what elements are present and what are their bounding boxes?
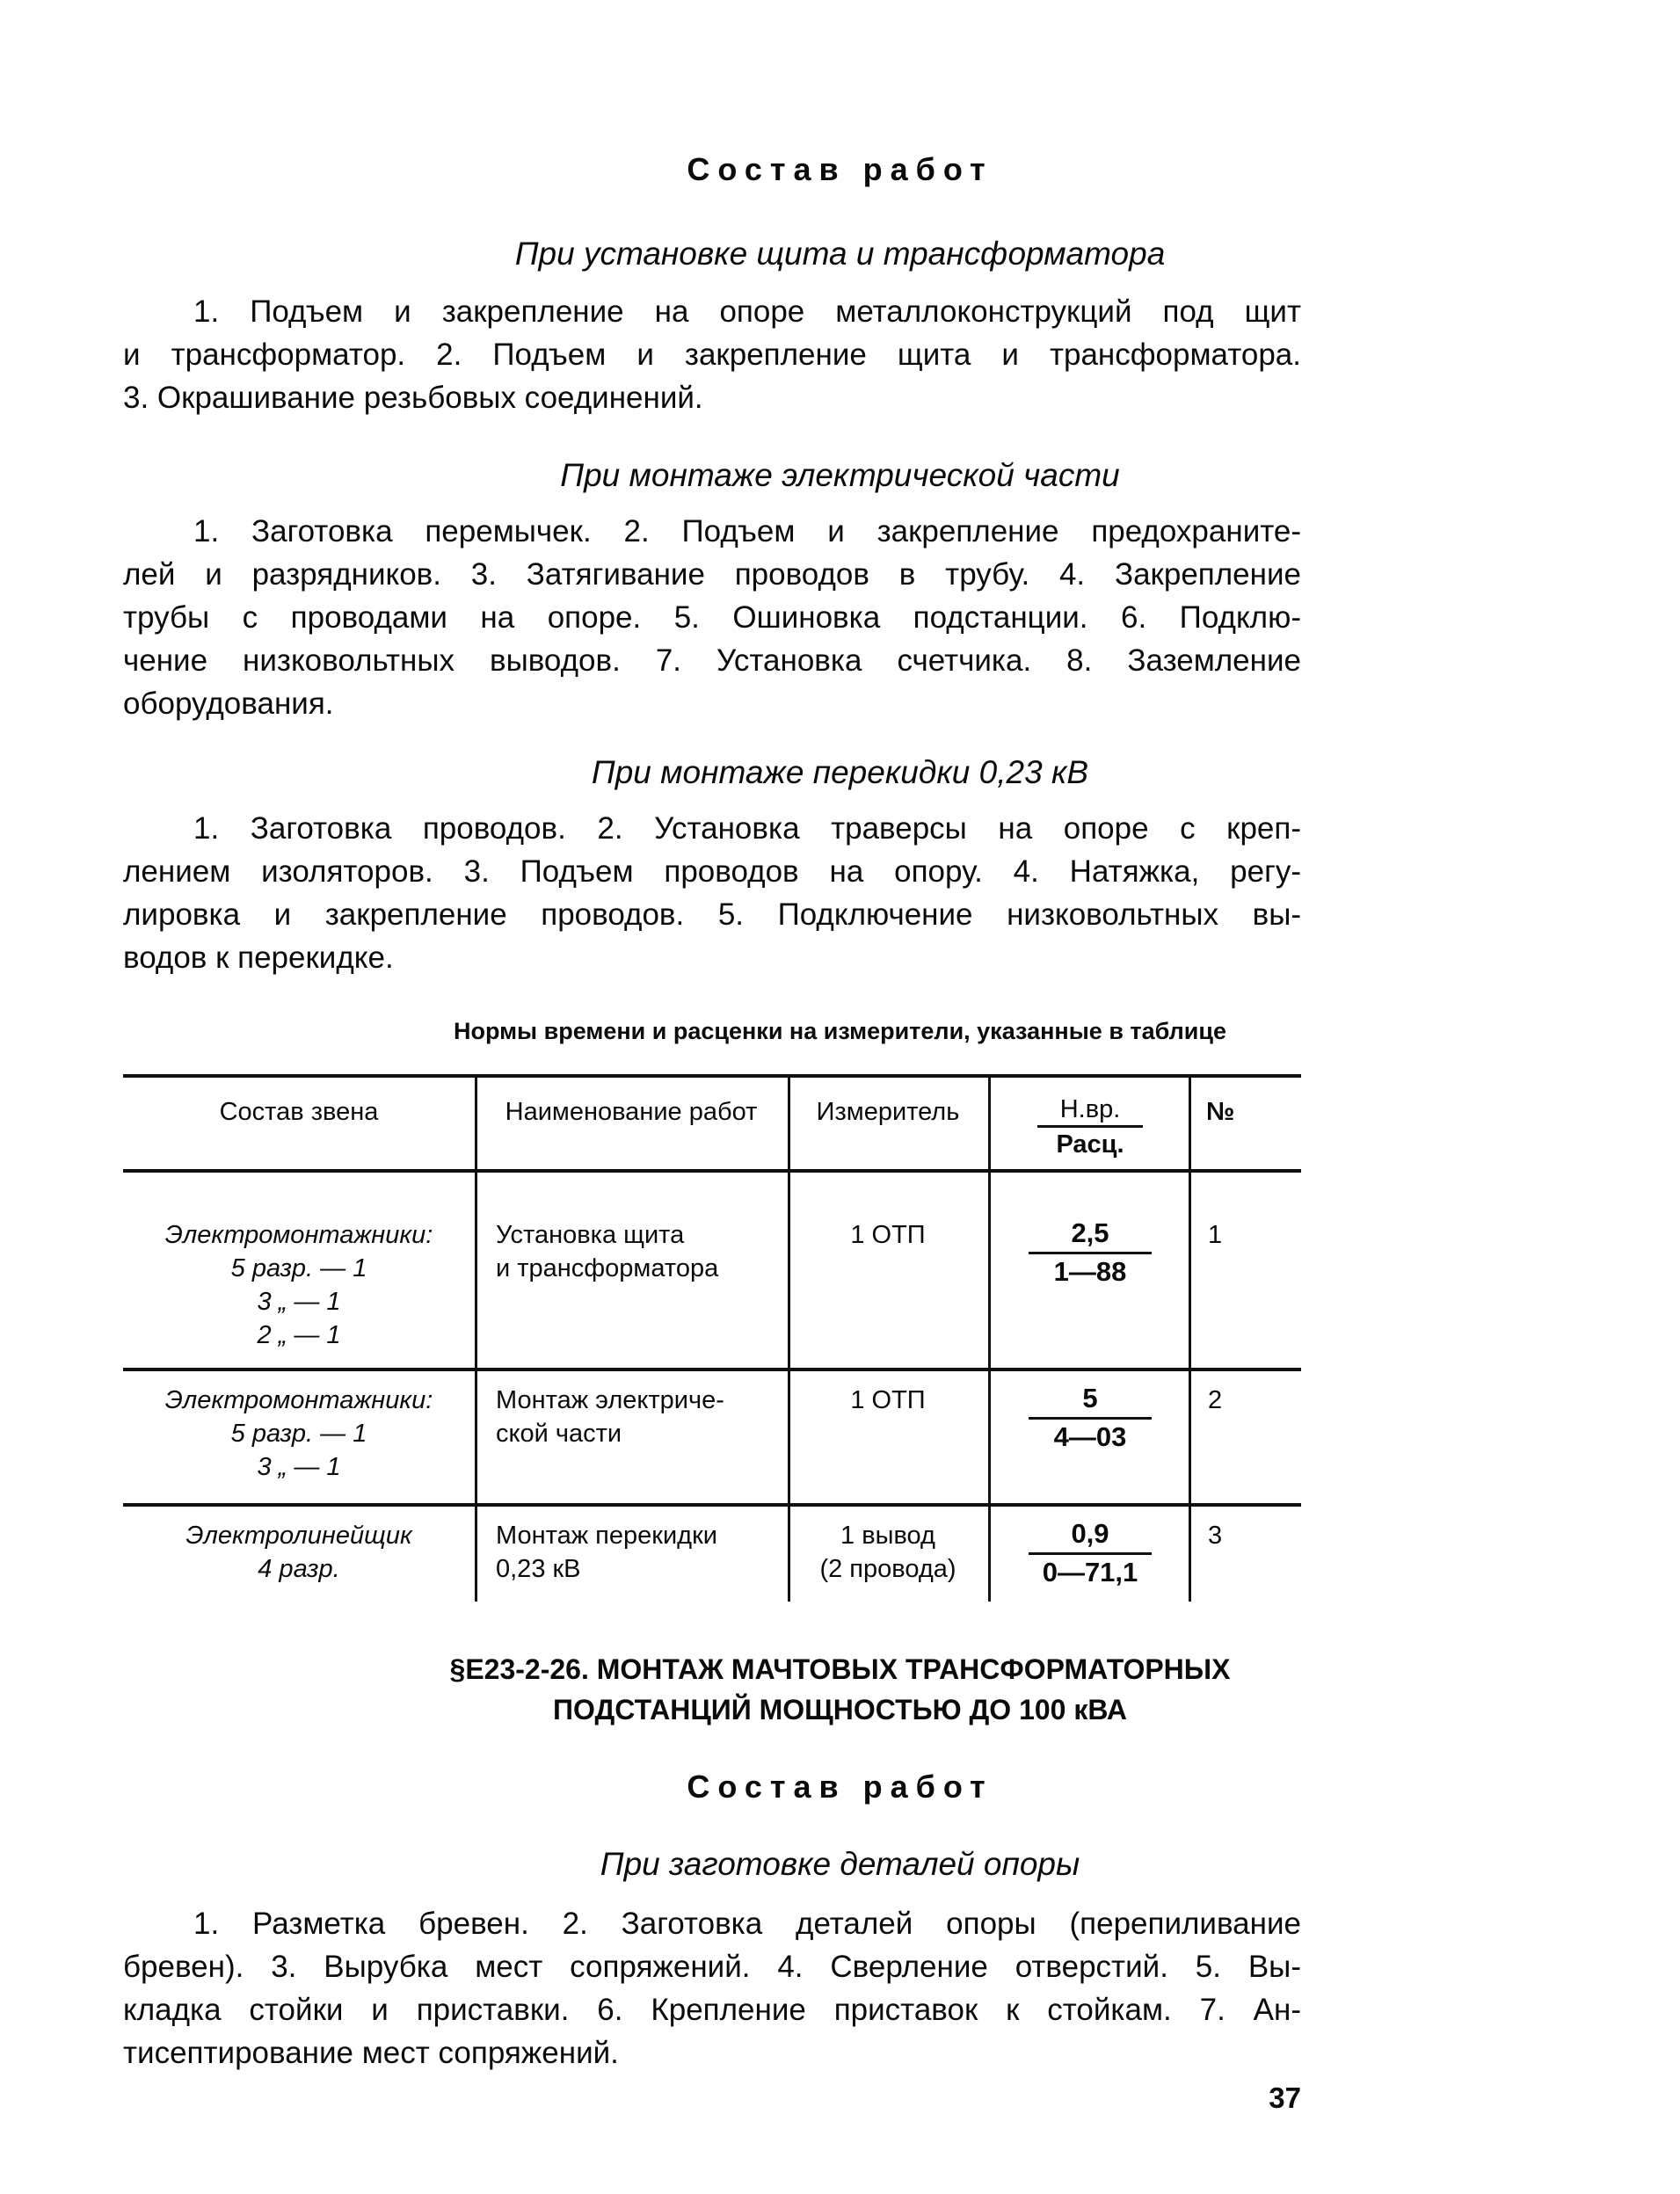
rate-value: 4—03	[1053, 1421, 1127, 1452]
work-line: и трансформатора	[496, 1254, 719, 1282]
paragraph-pole-parts	[123, 1902, 1301, 2074]
text-line: тисептирование мест сопряжений.	[123, 2036, 619, 2070]
text-line: водов к перекидке.	[123, 941, 394, 975]
text-line: кладка стойки и приставки. 6. Крепление приставок к стойкам. 7. Ан-	[123, 1993, 1301, 2027]
row1-crew	[141, 1218, 457, 1352]
row2-work	[496, 1384, 777, 1450]
row2-unit	[788, 1384, 988, 1417]
header-norm-rate	[1037, 1093, 1143, 1161]
text-line: и трансформатор. 2. Подъем и закрепление щита и трансформатора.	[123, 338, 1301, 372]
rate-value: 0—71,1	[1042, 1557, 1138, 1587]
work-line: Установка щита	[496, 1221, 685, 1249]
page-number: 37	[1269, 2081, 1301, 2114]
norm-value: 5	[1029, 1382, 1152, 1420]
table-column-rule	[1189, 1074, 1191, 1602]
table-top-rule	[123, 1074, 1301, 1078]
header-work: Наименование работ	[505, 1098, 758, 1126]
unit-line: 1 ОТП	[850, 1221, 926, 1249]
subheading-electrical: При монтаже электрической части	[560, 457, 1120, 493]
work-line: ской части	[496, 1420, 622, 1448]
header-number: №	[1206, 1098, 1235, 1126]
text-line: трубы с проводами на опоре. 5. Ошиновка подстанции. 6. Подклю-	[123, 600, 1301, 635]
table-row-rule	[123, 1368, 1301, 1371]
header-rate: Расц.	[1056, 1130, 1124, 1159]
work-line: Монтаж электриче-	[496, 1386, 724, 1414]
work-line: Монтаж перекидки	[496, 1522, 717, 1550]
crew-line: 3 „ — 1	[257, 1453, 341, 1481]
row2-crew	[141, 1384, 457, 1484]
text-line: лением изоляторов. 3. Подъем проводов на опору. 4. Натяжка, регу-	[123, 854, 1301, 889]
table-column-rule	[988, 1074, 991, 1602]
crew-line: Электромонтажники:	[164, 1221, 433, 1249]
subheading-shield-install: При установке щита и трансформатора	[514, 236, 1166, 272]
text-line: лировка и закрепление проводов. 5. Подключение низковольтных вы-	[123, 897, 1301, 932]
row2-number: 2	[1208, 1386, 1223, 1414]
crew-line: 5 разр. — 1	[230, 1254, 367, 1282]
crew-line: 2 „ — 1	[257, 1321, 341, 1349]
header-crew: Состав звена	[219, 1098, 379, 1126]
norms-table	[123, 1074, 1301, 1602]
row1-norm-rate	[1029, 1217, 1152, 1290]
text-line: 1. Заготовка проводов. 2. Установка траверсы на опоре с креп-	[193, 811, 1301, 846]
paragraph-shield-install	[123, 290, 1301, 419]
text-line: 1. Заготовка перемычек. 2. Подъем и закрепление предохраните-	[193, 514, 1301, 548]
text-line: 1. Подъем и закрепление на опоре металлоконструкций под щит	[193, 294, 1301, 329]
rate-value: 1—88	[1053, 1256, 1127, 1287]
row3-unit	[788, 1519, 988, 1586]
row1-unit	[788, 1218, 988, 1252]
row3-work	[496, 1519, 777, 1586]
header-norm: Н.вр.	[1037, 1093, 1143, 1128]
section-title	[0, 1649, 1680, 1730]
heading-work-composition: Состав работ	[687, 151, 993, 187]
unit-line: 1 вывод	[840, 1522, 935, 1550]
table-header-rule	[123, 1169, 1301, 1173]
crew-line: 3 „ — 1	[257, 1288, 341, 1316]
text-line: лей и разрядников. 3. Затягивание проводов в трубу. 4. Закрепление	[123, 557, 1301, 592]
row2-norm-rate	[1029, 1382, 1152, 1455]
row3-number: 3	[1208, 1522, 1223, 1550]
row1-number: 1	[1208, 1221, 1223, 1249]
crew-line: Электромонтажники:	[164, 1386, 433, 1414]
norm-value: 2,5	[1029, 1217, 1152, 1254]
heading-work-composition-2: Состав работ	[687, 1769, 993, 1805]
crew-line: Электролинейщик	[185, 1522, 412, 1550]
paragraph-jumper	[123, 807, 1301, 979]
unit-line: (2 провода)	[819, 1555, 956, 1583]
row1-work	[496, 1218, 777, 1285]
row3-crew	[141, 1519, 457, 1586]
text-line: чение низковольтных выводов. 7. Установка счетчика. 8. Заземление	[123, 643, 1301, 678]
text-line: 1. Разметка бревен. 2. Заготовка деталей опоры (перепиливание	[193, 1907, 1301, 1941]
section-title-line: §Е23-2-26. МОНТАЖ МАЧТОВЫХ ТРАНСФОРМАТОРНЫХ	[449, 1653, 1231, 1685]
header-unit: Измеритель	[816, 1098, 960, 1126]
text-line: оборудования.	[123, 687, 334, 721]
paragraph-electrical	[123, 510, 1301, 725]
norm-value: 0,9	[1029, 1517, 1152, 1555]
table-caption: Нормы времени и расценки на измерители, указанные в таблице	[453, 1018, 1227, 1044]
unit-line: 1 ОТП	[850, 1386, 926, 1414]
table-column-rule	[475, 1074, 477, 1602]
section-title-line: ПОДСТАНЦИЙ МОЩНОСТЬЮ ДО 100 кВА	[553, 1694, 1127, 1725]
subheading-pole-parts: При заготовке деталей опоры	[600, 1846, 1080, 1882]
crew-line: 4 разр.	[258, 1555, 340, 1583]
work-line: 0,23 кВ	[496, 1555, 581, 1583]
row3-norm-rate	[1029, 1517, 1152, 1590]
subheading-jumper: При монтаже перекидки 0,23 кВ	[591, 754, 1089, 790]
table-row-rule	[123, 1503, 1301, 1507]
text-line: бревен). 3. Вырубка мест сопряжений. 4. Сверление отверстий. 5. Вы-	[123, 1950, 1301, 1984]
crew-line: 5 разр. — 1	[230, 1420, 367, 1448]
text-line: 3. Окрашивание резьбовых соединений.	[123, 381, 703, 415]
